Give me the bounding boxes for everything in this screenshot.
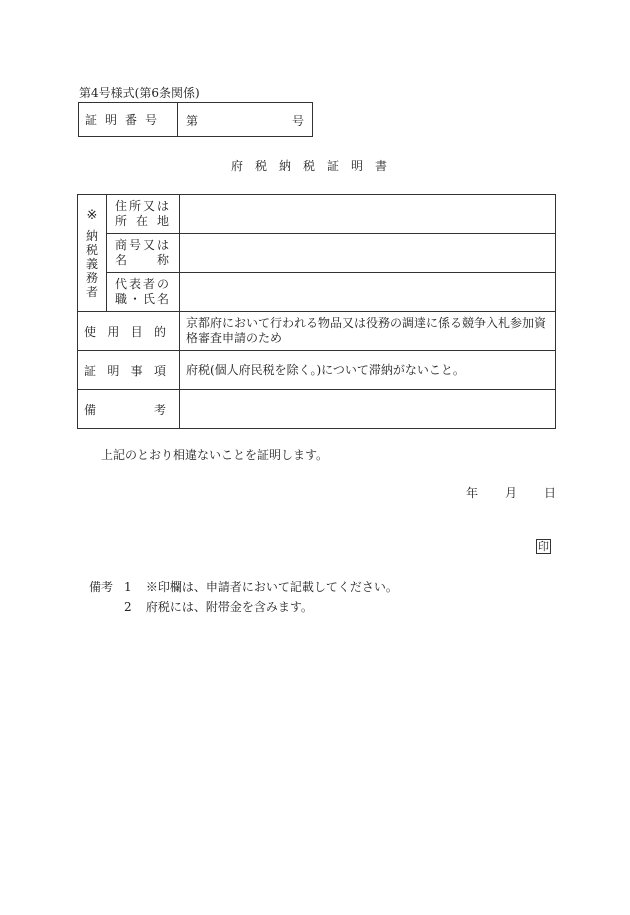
certificate-number-label: 証明番号 [79,103,178,137]
vertical-char: 務 [85,271,98,285]
year-label: 年 [466,486,479,500]
note-number: 2 [124,600,132,614]
date-line [466,484,556,501]
certificate-number-suffix: 号 [291,114,304,128]
remarks-label: 備 考 [78,390,180,429]
vertical-char: 税 [85,243,98,257]
vertical-char: 納 [85,229,98,243]
certificate-number-table [78,102,313,137]
certified-matter-value: 府税(個人府民税を除く。)について滞納がないこと。 [180,351,556,390]
purpose-value: 京都府において行われる物品又は役務の調達に係る競争入札参加資格審査申請のため [180,312,556,351]
asterisk-mark: ※ [86,208,98,223]
address-label: 住 所 又 は 所 在 地 [107,195,180,234]
taxpayer-vertical-label [78,195,107,312]
certified-matter-label: 証 明 事 項 [78,351,180,390]
document-title: 府税納税証明書 [230,159,399,173]
address-field[interactable] [180,195,556,234]
note-text: ※印欄は、申請者において記載してください。 [145,580,398,594]
note-item [124,598,313,615]
main-table [77,194,556,429]
remarks-field[interactable] [180,390,556,429]
vertical-char: 者 [85,285,98,299]
note-text: 府税には、附帯金を含みます。 [145,600,313,614]
purpose-label: 使 用 目 的 [78,312,180,351]
representative-label: 代 表 者 の 職 ・ 氏 名 [107,273,180,312]
note-item [124,578,398,595]
representative-field[interactable] [180,273,556,312]
form-number: 第4号様式(第6条関係) [79,86,200,100]
certificate-number-field [178,103,313,137]
attestation-statement: 上記のとおり相違ないことを証明します。 [101,448,329,462]
trade-name-label: 商 号 又 は 名 称 [107,234,180,273]
month-label: 月 [504,486,517,500]
certificate-number-prefix: 第 [186,114,199,128]
day-label: 日 [543,486,556,500]
vertical-char: 義 [85,257,98,271]
seal-mark: 印 [538,540,549,553]
note-number: 1 [124,580,132,594]
notes-heading: 備考 [89,580,114,594]
trade-name-field[interactable] [180,234,556,273]
